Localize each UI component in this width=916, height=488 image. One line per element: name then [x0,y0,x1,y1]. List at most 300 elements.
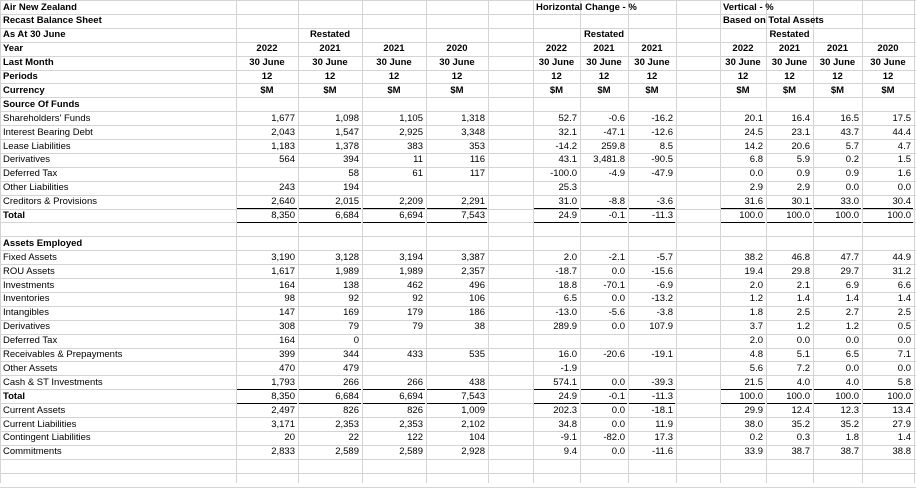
column-currency: $M [645,84,659,96]
horizontal-pct-cell [628,362,676,376]
vertical-pct-cell: 5.8 [897,376,911,388]
vertical-pct-cell: 31.6 [744,196,763,208]
column-year: 2021 [826,43,849,55]
value-cell: 2,353 [399,418,423,430]
total-underline [629,222,675,223]
column-periods: 12 [551,71,562,82]
total-underline [363,222,425,223]
vertical-pct-cell: 0.2 [749,432,763,444]
row-label: Shareholders' Funds [3,112,91,124]
row-label: ROU Assets [3,265,55,277]
vertical-pct-cell: 0.9 [796,168,810,180]
value-cell: 462 [407,279,423,291]
vertical-pct-cell: 21.5 [744,376,763,388]
horizontal-pct-cell: 9.4 [563,446,577,458]
horizontal-pct-cell: 52.7 [558,112,577,124]
value-cell: 122 [407,432,423,444]
value-cell: 1,793 [271,376,295,388]
horizontal-pct-cell: 202.3 [553,404,577,416]
column-currency: $M [830,84,845,96]
horizontal-pct-cell: -11.3 [652,210,673,221]
vertical-subtitle: Based on Total Assets [723,15,824,27]
column-currency: $M [736,84,750,96]
row-label: Investments [3,279,55,291]
value-cell: 3,128 [335,251,359,263]
vertical-pct-cell: 2.0 [749,279,763,291]
column-year: 2021 [593,43,615,55]
sheet-title: Recast Balance Sheet [3,15,102,27]
horizontal-pct-cell: -11.6 [652,446,673,458]
vertical-pct-cell: 0.9 [845,168,859,180]
horizontal-pct-cell: -100.0 [550,168,577,180]
total-underline [721,389,765,390]
vertical-pct-cell: 31.2 [892,265,911,277]
column-currency: $M [881,84,895,96]
vertical-pct-cell: 4.8 [749,349,763,360]
vertical-pct-cell: 6.8 [749,154,763,166]
vertical-pct-cell: 0.2 [845,154,859,166]
column-year: 2022 [545,43,568,55]
vertical-pct-cell: 100.0 [887,210,911,221]
column-periods: 12 [598,71,610,82]
total-underline [237,389,297,390]
horizontal-pct-cell: -39.3 [651,376,673,388]
horizontal-pct-cell: -13.0 [555,307,577,319]
row-label: Other Liabilities [3,182,69,194]
column-currency: $M [597,84,611,96]
value-cell: 8,350 [271,390,295,402]
value-cell: 383 [407,140,423,152]
horizontal-change-title: Horizontal Change - % [536,1,637,13]
value-cell: 0 [353,335,359,347]
horizontal-pct-cell: -8.8 [608,196,625,208]
horizontal-pct-cell: -4.9 [608,168,625,180]
total-underline [427,222,487,223]
vertical-pct-cell: 0.0 [845,362,859,374]
horizontal-pct-cell: 43.1 [558,154,577,166]
vertical-pct-cell: 100.0 [786,390,810,402]
total-underline [363,208,425,209]
vertical-pct-cell: 35.2 [840,418,859,430]
value-cell: 1,318 [461,112,485,124]
vertical-pct-cell: 2.5 [897,307,911,319]
header-row-label: Year [3,43,24,55]
restated-label: Restated [769,29,810,41]
horizontal-pct-cell: 6.5 [563,293,577,305]
total-label: Total [3,390,25,402]
column-periods: 12 [784,71,795,82]
total-underline [237,208,297,209]
horizontal-pct-cell: 107.9 [649,321,673,333]
vertical-pct-cell: 38.7 [840,446,859,458]
vertical-pct-cell: 0.0 [749,168,763,180]
vertical-pct-cell: 24.5 [744,126,763,138]
section-title: Source Of Funds [3,98,80,110]
value-cell: 1,547 [335,126,359,138]
column-year: 2021 [319,43,341,55]
row-label: Derivatives [3,321,50,333]
value-cell: 399 [279,349,295,360]
value-cell: 92 [348,293,359,305]
column-month: 30 June [439,57,475,69]
horizontal-pct-cell: 18.8 [558,279,577,291]
header-row-label: Last Month [3,57,54,69]
horizontal-pct-cell: -11.3 [652,390,673,402]
column-currency: $M [782,84,797,96]
total-underline [534,208,579,209]
vertical-pct-cell: 38.0 [744,418,763,430]
value-cell: 564 [279,154,295,166]
column-year: 2021 [383,43,405,55]
vertical-pct-cell: 35.2 [791,418,810,430]
row-label: Other Assets [3,362,58,374]
total-underline [721,208,765,209]
vertical-pct-cell: 30.1 [791,196,810,208]
vertical-pct-cell: 1.4 [897,432,911,444]
value-cell: 2,833 [271,446,295,458]
value-cell: 394 [343,154,359,166]
horizontal-pct-cell: 0.0 [611,265,625,277]
total-underline [814,208,861,209]
value-cell: 6,694 [399,390,423,402]
total-underline [237,222,297,223]
column-month: 30 June [819,57,856,69]
horizontal-pct-cell: -12.6 [651,126,673,138]
horizontal-pct-cell: -47.1 [603,126,625,138]
value-cell: 2,640 [271,196,295,208]
horizontal-pct-cell [580,362,628,376]
vertical-pct-cell: 38.7 [791,446,810,458]
value-cell: 179 [407,307,423,319]
value-cell: 433 [407,349,423,360]
value-cell: 8,350 [271,210,295,221]
vertical-pct-cell: 0.0 [845,182,859,194]
value-cell: 2,589 [399,446,423,458]
column-currency: $M [387,84,401,96]
value-cell: 138 [343,279,359,291]
total-underline [534,389,579,390]
vertical-pct-cell: 16.4 [791,112,810,124]
total-underline [863,389,913,390]
horizontal-pct-cell: -3.6 [656,196,673,208]
horizontal-pct-cell: -13.2 [651,293,673,305]
value-cell: 117 [469,168,485,180]
column-periods: 12 [261,71,273,82]
horizontal-pct-cell: 24.9 [558,390,577,402]
value-cell: 2,928 [461,446,485,458]
value-cell: 186 [469,307,485,319]
value-cell: 92 [412,293,423,305]
vertical-pct-cell: 12.3 [840,404,859,416]
vertical-pct-cell: 100.0 [887,390,911,402]
value-cell: 266 [407,376,423,388]
vertical-pct-cell: 2.1 [796,279,810,291]
horizontal-pct-cell: 0.0 [611,446,625,458]
vertical-pct-cell: 16.5 [840,112,859,124]
vertical-pct-cell: 38.8 [892,446,911,458]
value-cell: 3,171 [271,418,295,430]
value-cell: 169 [343,307,359,319]
vertical-pct-cell: 33.9 [744,446,763,458]
horizontal-pct-cell: 16.0 [558,349,577,360]
vertical-pct-cell: 46.8 [791,251,810,263]
column-currency: $M [549,84,564,96]
value-cell: 1,677 [271,112,295,124]
horizontal-pct-cell: -18.7 [555,265,577,277]
vertical-pct-cell: 0.0 [897,362,911,374]
horizontal-pct-cell: 17.3 [654,432,673,444]
column-periods: 12 [832,71,843,82]
restated-label: Restated [309,29,351,41]
vertical-pct-cell: 7.1 [897,349,911,360]
vertical-pct-cell: 1.4 [845,293,859,305]
column-periods: 12 [388,71,400,82]
horizontal-pct-cell [628,181,676,195]
vertical-pct-cell: 5.9 [796,154,810,166]
vertical-pct-cell: 27.9 [892,418,911,430]
vertical-pct-cell: 23.1 [791,126,810,138]
value-cell: 38 [474,321,485,333]
vertical-pct-cell: 0.0 [796,335,810,347]
vertical-pct-cell: 43.7 [840,126,859,138]
column-month: 30 June [771,57,808,69]
grid-column-line [676,0,677,483]
vertical-pct-cell: 29.7 [840,265,859,277]
value-cell: 3,348 [461,126,485,138]
horizontal-pct-cell: -5.7 [656,251,673,263]
vertical-pct-cell: 7.2 [796,362,810,374]
vertical-pct-cell: 1.4 [897,293,911,305]
column-currency: $M [260,84,274,96]
value-cell: 20 [284,432,295,444]
column-currency: $M [450,84,464,96]
value-cell: 308 [279,321,295,333]
row-label: Cash & ST Investments [3,376,103,388]
value-cell: 2,015 [335,196,359,208]
horizontal-pct-cell: 2.0 [563,251,577,263]
value-cell: 1,378 [335,140,359,152]
column-periods: 12 [882,71,894,82]
horizontal-pct-cell: -0.1 [608,390,625,402]
value-cell: 79 [348,321,359,333]
vertical-pct-cell: 2.5 [796,307,810,319]
vertical-pct-cell: 29.9 [744,404,763,416]
value-cell: 826 [343,404,359,416]
horizontal-pct-cell: -0.6 [608,112,625,124]
value-cell: 3,387 [461,251,485,263]
total-underline [427,389,487,390]
value-cell: 7,543 [461,390,485,402]
horizontal-pct-cell: -6.9 [656,279,673,291]
header-row-label: Periods [3,71,38,82]
value-cell: 496 [469,279,485,291]
vertical-pct-cell: 14.2 [744,140,763,152]
column-month: 30 June [634,57,670,69]
row-label: Inventories [3,293,50,305]
horizontal-pct-cell: -16.2 [651,112,673,124]
value-cell [426,362,488,376]
value-cell: 826 [407,404,423,416]
value-cell: 3,190 [271,251,295,263]
value-cell [362,362,426,376]
row-label: Intangibles [3,307,49,319]
vertical-pct-cell: 5.7 [845,140,859,152]
value-cell: 535 [469,349,485,360]
value-cell [236,167,298,181]
horizontal-pct-cell: -9.1 [560,432,577,444]
vertical-pct-cell: 6.6 [897,279,911,291]
grid-column-line [488,0,489,483]
total-underline [629,208,675,209]
vertical-pct-cell: 20.1 [744,112,763,124]
vertical-pct-cell: 100.0 [835,210,859,221]
vertical-pct-cell: 38.2 [744,251,763,263]
value-cell: 2,209 [399,196,423,208]
total-underline [767,389,812,390]
value-cell: 1,009 [461,404,485,416]
horizontal-pct-cell: -70.1 [603,279,625,291]
vertical-pct-cell: 6.5 [845,349,859,360]
grid-row-line [0,473,916,474]
vertical-pct-cell: 0.3 [796,432,810,444]
horizontal-pct-cell: 11.9 [655,418,673,430]
vertical-pct-cell: 2.9 [796,182,810,194]
horizontal-pct-cell: -15.6 [651,265,673,277]
company-name: Air New Zealand [3,1,77,13]
value-cell: 116 [469,154,485,166]
horizontal-pct-cell: 3,481.8 [593,154,625,166]
row-label: Current Liabilities [3,418,77,430]
value-cell: 2,925 [399,126,423,138]
horizontal-pct-cell: 8.5 [659,140,673,152]
column-periods: 12 [646,71,658,82]
vertical-pct-cell: 1.6 [897,168,911,180]
as-at-date: As At 30 June [3,29,66,41]
vertical-pct-cell: 100.0 [786,210,810,221]
value-cell: 104 [469,432,485,444]
grid-row-line [0,487,916,488]
value-cell: 438 [469,376,485,388]
vertical-pct-cell: 4.0 [845,376,859,388]
vertical-pct-cell: 0.0 [897,182,911,194]
value-cell: 6,684 [335,390,359,402]
total-underline [581,208,627,209]
column-year: 2022 [256,43,278,55]
value-cell [426,181,488,195]
total-underline [299,389,361,390]
value-cell: 2,357 [461,265,485,277]
total-underline [427,208,487,209]
horizontal-pct-cell: -5.6 [608,307,625,319]
value-cell: 3,194 [399,251,423,263]
total-underline [814,222,861,223]
horizontal-pct-cell: -47.9 [651,168,673,180]
row-label: Deferred Tax [3,168,58,180]
total-underline [299,208,361,209]
vertical-pct-cell: 3.7 [749,321,763,333]
horizontal-pct-cell: -82.0 [603,432,625,444]
value-cell: 164 [279,335,295,347]
grid-column-line [914,0,915,483]
horizontal-pct-cell: 0.0 [611,321,625,333]
horizontal-pct-cell: -18.1 [651,404,673,416]
vertical-pct-cell: 1.2 [749,293,763,305]
column-month: 30 June [376,57,412,69]
value-cell: 194 [343,182,359,194]
vertical-pct-cell: 1.8 [845,432,859,444]
vertical-pct-cell: 4.0 [796,376,810,388]
horizontal-pct-cell: -3.8 [656,307,673,319]
row-label: Deferred Tax [3,335,58,347]
vertical-pct-cell: 12.4 [791,404,810,416]
horizontal-pct-cell: -1.9 [560,362,577,374]
vertical-pct-cell: 0.5 [897,321,911,333]
restated-label: Restated [583,29,625,41]
value-cell: 353 [469,140,485,152]
row-label: Derivatives [3,154,50,166]
vertical-pct-cell: 2.9 [749,182,763,194]
horizontal-pct-cell: 34.8 [558,418,577,430]
vertical-pct-cell: 1.2 [796,321,810,333]
value-cell: 1,105 [399,112,423,124]
total-underline [767,222,812,223]
row-label: Lease Liabilities [3,140,71,152]
column-year: 2021 [778,43,801,55]
value-cell: 6,694 [399,210,423,221]
value-cell: 2,353 [335,418,359,430]
total-underline [814,389,861,390]
vertical-pct-cell: 100.0 [739,390,763,402]
value-cell: 1,989 [335,265,359,277]
row-label: Contingent Liabilities [3,432,91,444]
horizontal-pct-cell: 25.3 [558,182,577,194]
value-cell: 266 [343,376,359,388]
horizontal-pct-cell: -2.1 [608,251,625,263]
value-cell [362,334,426,348]
vertical-pct-cell: 6.9 [845,279,859,291]
horizontal-pct-cell: 0.0 [611,293,625,305]
value-cell: 106 [469,293,485,305]
vertical-pct-cell: 4.7 [897,140,911,152]
total-underline [767,208,812,209]
horizontal-pct-cell [580,334,628,348]
horizontal-pct-cell: -0.1 [608,210,625,221]
row-label: Fixed Assets [3,251,57,263]
horizontal-pct-cell: 31.0 [558,196,577,208]
column-month: 30 June [870,57,906,69]
value-cell: 1,989 [399,265,423,277]
column-year: 2022 [732,43,754,55]
value-cell: 61 [412,168,423,180]
value-cell: 344 [343,349,359,360]
horizontal-pct-cell: 574.1 [553,376,577,388]
total-underline [863,222,913,223]
vertical-pct-cell: 100.0 [835,390,859,402]
value-cell: 58 [348,168,359,180]
vertical-pct-cell: 29.8 [791,265,810,277]
vertical-title: Vertical - % [723,1,774,13]
horizontal-pct-cell: 0.0 [611,418,625,430]
column-month: 30 June [312,57,348,69]
value-cell: 11 [413,154,423,166]
header-row-label: Currency [3,84,45,96]
total-underline [581,222,627,223]
horizontal-pct-cell: -20.6 [603,349,625,360]
total-underline [363,389,425,390]
value-cell [426,334,488,348]
total-underline [299,222,361,223]
vertical-pct-cell: 1.2 [845,321,859,333]
